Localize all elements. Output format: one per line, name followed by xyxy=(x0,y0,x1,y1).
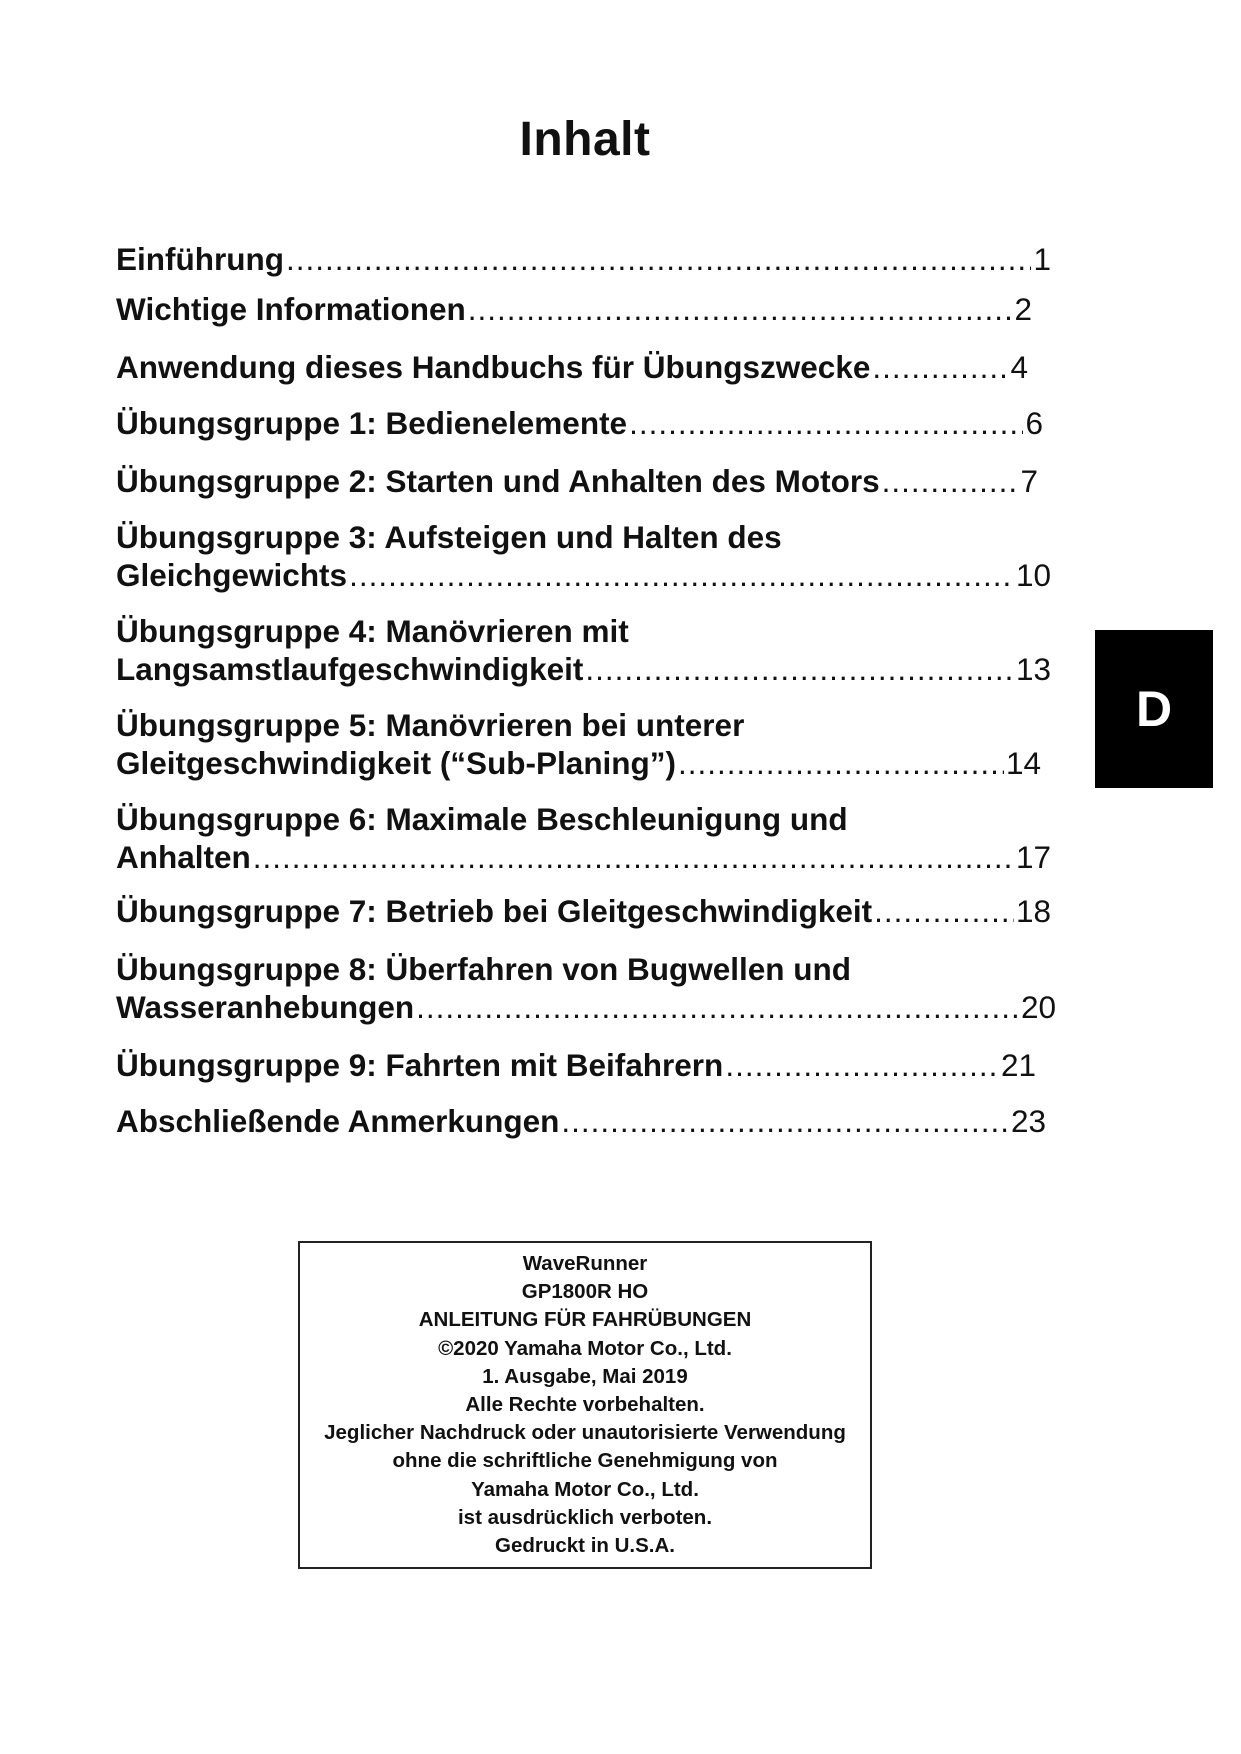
toc-entry-title: Abschließende Anmerkungen xyxy=(116,1103,560,1139)
toc-entry-title: Wichtige Informationen xyxy=(116,291,466,327)
toc-page-number: 14 xyxy=(1005,745,1041,781)
toc-page-number: 20 xyxy=(1020,989,1056,1025)
imprint-line: Yamaha Motor Co., Ltd. xyxy=(471,1477,699,1501)
toc-entry[interactable] xyxy=(116,892,1051,930)
toc-entry[interactable] xyxy=(116,290,1032,328)
toc-entry[interactable] xyxy=(116,518,1051,594)
toc-leader-dots xyxy=(725,1046,999,1084)
imprint-box xyxy=(298,1241,872,1569)
toc-entry[interactable] xyxy=(116,706,1041,782)
toc-leader-dots xyxy=(253,838,1014,876)
imprint-line: GP1800R HO xyxy=(521,1280,649,1304)
imprint-line: Alle Rechte vorbehalten. xyxy=(465,1393,705,1417)
section-tab-d: D xyxy=(1095,630,1213,788)
toc-page-number: 23 xyxy=(1010,1103,1046,1139)
toc-entry-title-continued: Gleichgewichts xyxy=(116,557,348,593)
toc-page-number: 7 xyxy=(1020,463,1038,499)
toc-page-number: 13 xyxy=(1015,651,1051,687)
toc-entry[interactable] xyxy=(116,1102,1046,1140)
toc-leader-dots xyxy=(882,462,1019,500)
toc-entry-title: Übungsgruppe 3: Aufsteigen und Halten des xyxy=(116,519,782,555)
toc-page-number: 2 xyxy=(1014,291,1032,327)
toc-leader-dots xyxy=(349,556,1014,594)
toc-page-number: 18 xyxy=(1015,893,1051,929)
imprint-line: ©2020 Yamaha Motor Co., Ltd. xyxy=(438,1336,732,1360)
toc-entry-title: Übungsgruppe 9: Fahrten mit Beifahrern xyxy=(116,1047,724,1083)
toc-entry-title: Übungsgruppe 2: Starten und Anhalten des Motors xyxy=(116,463,880,499)
toc-entry-title: Übungsgruppe 8: Überfahren von Bugwellen und xyxy=(116,951,852,987)
imprint-line: ANLEITUNG FÜR FAHRÜBUNGEN xyxy=(418,1308,752,1332)
toc-entry[interactable] xyxy=(116,950,1056,1026)
imprint-line: WaveRunner xyxy=(522,1252,648,1275)
toc-entry[interactable] xyxy=(116,240,1051,278)
toc-leader-dots xyxy=(561,1102,1009,1140)
imprint-line: ohne die schriftliche Genehmigung von xyxy=(392,1449,778,1473)
toc-page-number: 17 xyxy=(1015,839,1051,875)
toc-entry-title-continued: Gleitgeschwindigkeit (“Sub-Planing”) xyxy=(116,745,677,781)
toc-leader-dots xyxy=(416,988,1019,1026)
toc-entry-title: Übungsgruppe 7: Betrieb bei Gleitgeschwindigkeit xyxy=(116,893,873,929)
toc-entry[interactable] xyxy=(116,1046,1036,1084)
toc-entry-title: Übungsgruppe 6: Maximale Beschleunigung und xyxy=(116,801,848,837)
toc-entry[interactable] xyxy=(116,348,1028,386)
imprint-line: ist ausdrücklich verboten. xyxy=(457,1505,713,1529)
toc-leader-dots xyxy=(629,404,1023,442)
toc-page-number: 10 xyxy=(1015,557,1051,593)
toc-entry-title-continued: Wasseranhebungen xyxy=(116,989,415,1025)
toc-leader-dots xyxy=(678,744,1004,782)
toc-page-number: 21 xyxy=(1000,1047,1036,1083)
toc-entry-title: Einführung xyxy=(116,241,284,277)
toc-entry-title-continued: Langsamstlaufgeschwindigkeit xyxy=(116,651,584,687)
toc-leader-dots xyxy=(286,240,1032,278)
toc-entry[interactable] xyxy=(116,404,1043,442)
toc-page-number: 4 xyxy=(1010,349,1028,385)
toc-leader-dots xyxy=(585,650,1014,688)
toc-page-number: 1 xyxy=(1033,241,1051,277)
toc-page-number: 6 xyxy=(1025,405,1043,441)
toc-leader-dots xyxy=(872,348,1008,386)
toc-entry-title-continued: Anhalten xyxy=(116,839,251,875)
toc-entry-title: Übungsgruppe 5: Manövrieren bei unterer xyxy=(116,707,745,743)
toc-leader-dots xyxy=(468,290,1013,328)
imprint-line: Gedruckt in U.S.A. xyxy=(495,1534,675,1558)
imprint-line: Jeglicher Nachdruck oder unautorisierte Verwendung xyxy=(324,1421,846,1445)
toc-entry-title: Übungsgruppe 4: Manövrieren mit xyxy=(116,613,629,649)
table-of-contents xyxy=(116,240,1056,1140)
page-title: Inhalt xyxy=(519,113,651,166)
toc-entry[interactable] xyxy=(116,612,1051,688)
toc-entry-title: Übungsgruppe 1: Bedienelemente xyxy=(116,405,628,441)
toc-entry[interactable] xyxy=(116,462,1038,500)
toc-leader-dots xyxy=(874,892,1014,930)
toc-entry-title: Anwendung dieses Handbuchs für Übungszwecke xyxy=(116,349,871,385)
imprint-line: 1. Ausgabe, Mai 2019 xyxy=(482,1364,688,1388)
toc-entry[interactable] xyxy=(116,800,1051,876)
